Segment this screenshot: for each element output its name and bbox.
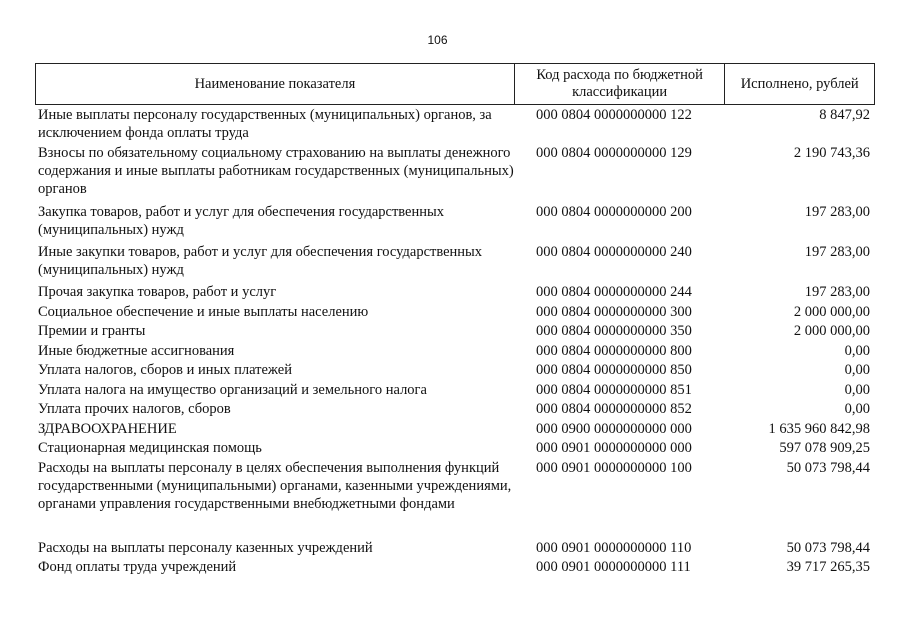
row-name: Фонд оплаты труда учреждений (38, 559, 237, 575)
row-name: Уплата прочих налогов, сборов (38, 401, 231, 417)
row-amount: 1 635 960 842,98 (768, 420, 870, 437)
table-row (38, 322, 870, 342)
row-code: 000 0804 0000000000 850 (536, 362, 692, 378)
row-amount: 0,00 (844, 342, 870, 359)
row-code: 000 0901 0000000000 100 (536, 459, 692, 476)
table-row (38, 400, 870, 420)
row-amount: 0,00 (844, 401, 870, 417)
table-header (35, 63, 875, 105)
table-row (38, 303, 870, 323)
row-name: Расходы на выплаты персоналу в целях обеспечения выполнения функций государственными (муниципальными) органами, казенными учреждениями, органами управления государственными внебюджетными фондами (38, 459, 512, 512)
row-code: 000 0900 0000000000 000 (536, 420, 692, 437)
row-name: Закупка товаров, работ и услуг для обеспечения государственных (муниципальных) нужд (38, 204, 445, 238)
row-name: Стационарная медицинская помощь (38, 440, 262, 456)
table-row (38, 243, 870, 283)
table-row (38, 459, 870, 539)
row-code: 000 0804 0000000000 350 (536, 323, 692, 339)
row-code: 000 0804 0000000000 122 (536, 107, 692, 123)
row-name: Уплата налогов, сборов и иных платежей (38, 362, 292, 378)
table-row (38, 144, 870, 203)
row-amount: 197 283,00 (804, 204, 870, 220)
row-code: 000 0804 0000000000 244 (536, 284, 692, 300)
table-row (38, 203, 870, 243)
table-row (38, 439, 870, 459)
row-amount: 2 000 000,00 (793, 323, 870, 339)
row-name: Иные закупки товаров, работ и услуг для обеспечения государственных (муниципальных) нужд (38, 244, 483, 278)
table-row (38, 342, 870, 362)
page-number: 106 (427, 33, 448, 47)
row-name: Взносы по обязательному социальному страхованию на выплаты денежного содержания и иные выплаты работникам государственных (муниципальных) органов (38, 145, 514, 197)
row-amount: 597 078 909,25 (779, 440, 870, 456)
row-name: Премии и гранты (38, 323, 146, 339)
row-code: 000 0804 0000000000 200 (536, 204, 692, 220)
row-code: 000 0804 0000000000 129 (536, 145, 692, 161)
row-amount: 2 000 000,00 (793, 303, 870, 320)
row-code: 000 0804 0000000000 800 (536, 342, 692, 359)
row-code: 000 0804 0000000000 300 (536, 303, 692, 320)
row-code: 000 0901 0000000000 000 (536, 440, 692, 456)
table-row (38, 420, 870, 440)
table-row (38, 539, 870, 559)
row-amount: 197 283,00 (804, 244, 870, 260)
table-row (38, 283, 870, 303)
row-amount: 39 717 265,35 (786, 559, 870, 575)
row-amount: 8 847,92 (819, 107, 870, 123)
row-amount: 197 283,00 (804, 284, 870, 300)
table-row (38, 558, 870, 578)
table-row (38, 361, 870, 381)
row-name: ЗДРАВООХРАНЕНИЕ (38, 420, 177, 437)
row-name: Иные выплаты персоналу государственных (муниципальных) органов, за исключением фонда оплаты труда (38, 107, 492, 141)
table-body (38, 106, 870, 578)
table-row (38, 381, 870, 401)
row-name: Прочая закупка товаров, работ и услуг (38, 284, 277, 300)
header-code: Код расхода по бюджетной классификации (515, 64, 726, 104)
row-amount: 0,00 (844, 381, 870, 398)
table-row (38, 106, 870, 144)
row-code: 000 0901 0000000000 111 (536, 559, 691, 575)
header-amount: Исполнено, рублей (740, 75, 859, 92)
row-amount: 2 190 743,36 (793, 145, 870, 161)
row-code: 000 0804 0000000000 852 (536, 401, 692, 417)
row-code: 000 0804 0000000000 851 (536, 381, 692, 398)
row-amount: 50 073 798,44 (786, 459, 870, 476)
row-code: 000 0804 0000000000 240 (536, 244, 692, 260)
row-name: Расходы на выплаты персоналу казенных учреждений (38, 539, 373, 556)
row-name: Социальное обеспечение и иные выплаты населению (38, 303, 369, 320)
row-amount: 0,00 (844, 362, 870, 378)
row-code: 000 0901 0000000000 110 (536, 539, 692, 556)
row-name: Иные бюджетные ассигнования (38, 342, 235, 359)
row-amount: 50 073 798,44 (786, 539, 870, 556)
header-name: Наименование показателя (36, 64, 515, 104)
row-name: Уплата налога на имущество организаций и земельного налога (38, 381, 427, 398)
